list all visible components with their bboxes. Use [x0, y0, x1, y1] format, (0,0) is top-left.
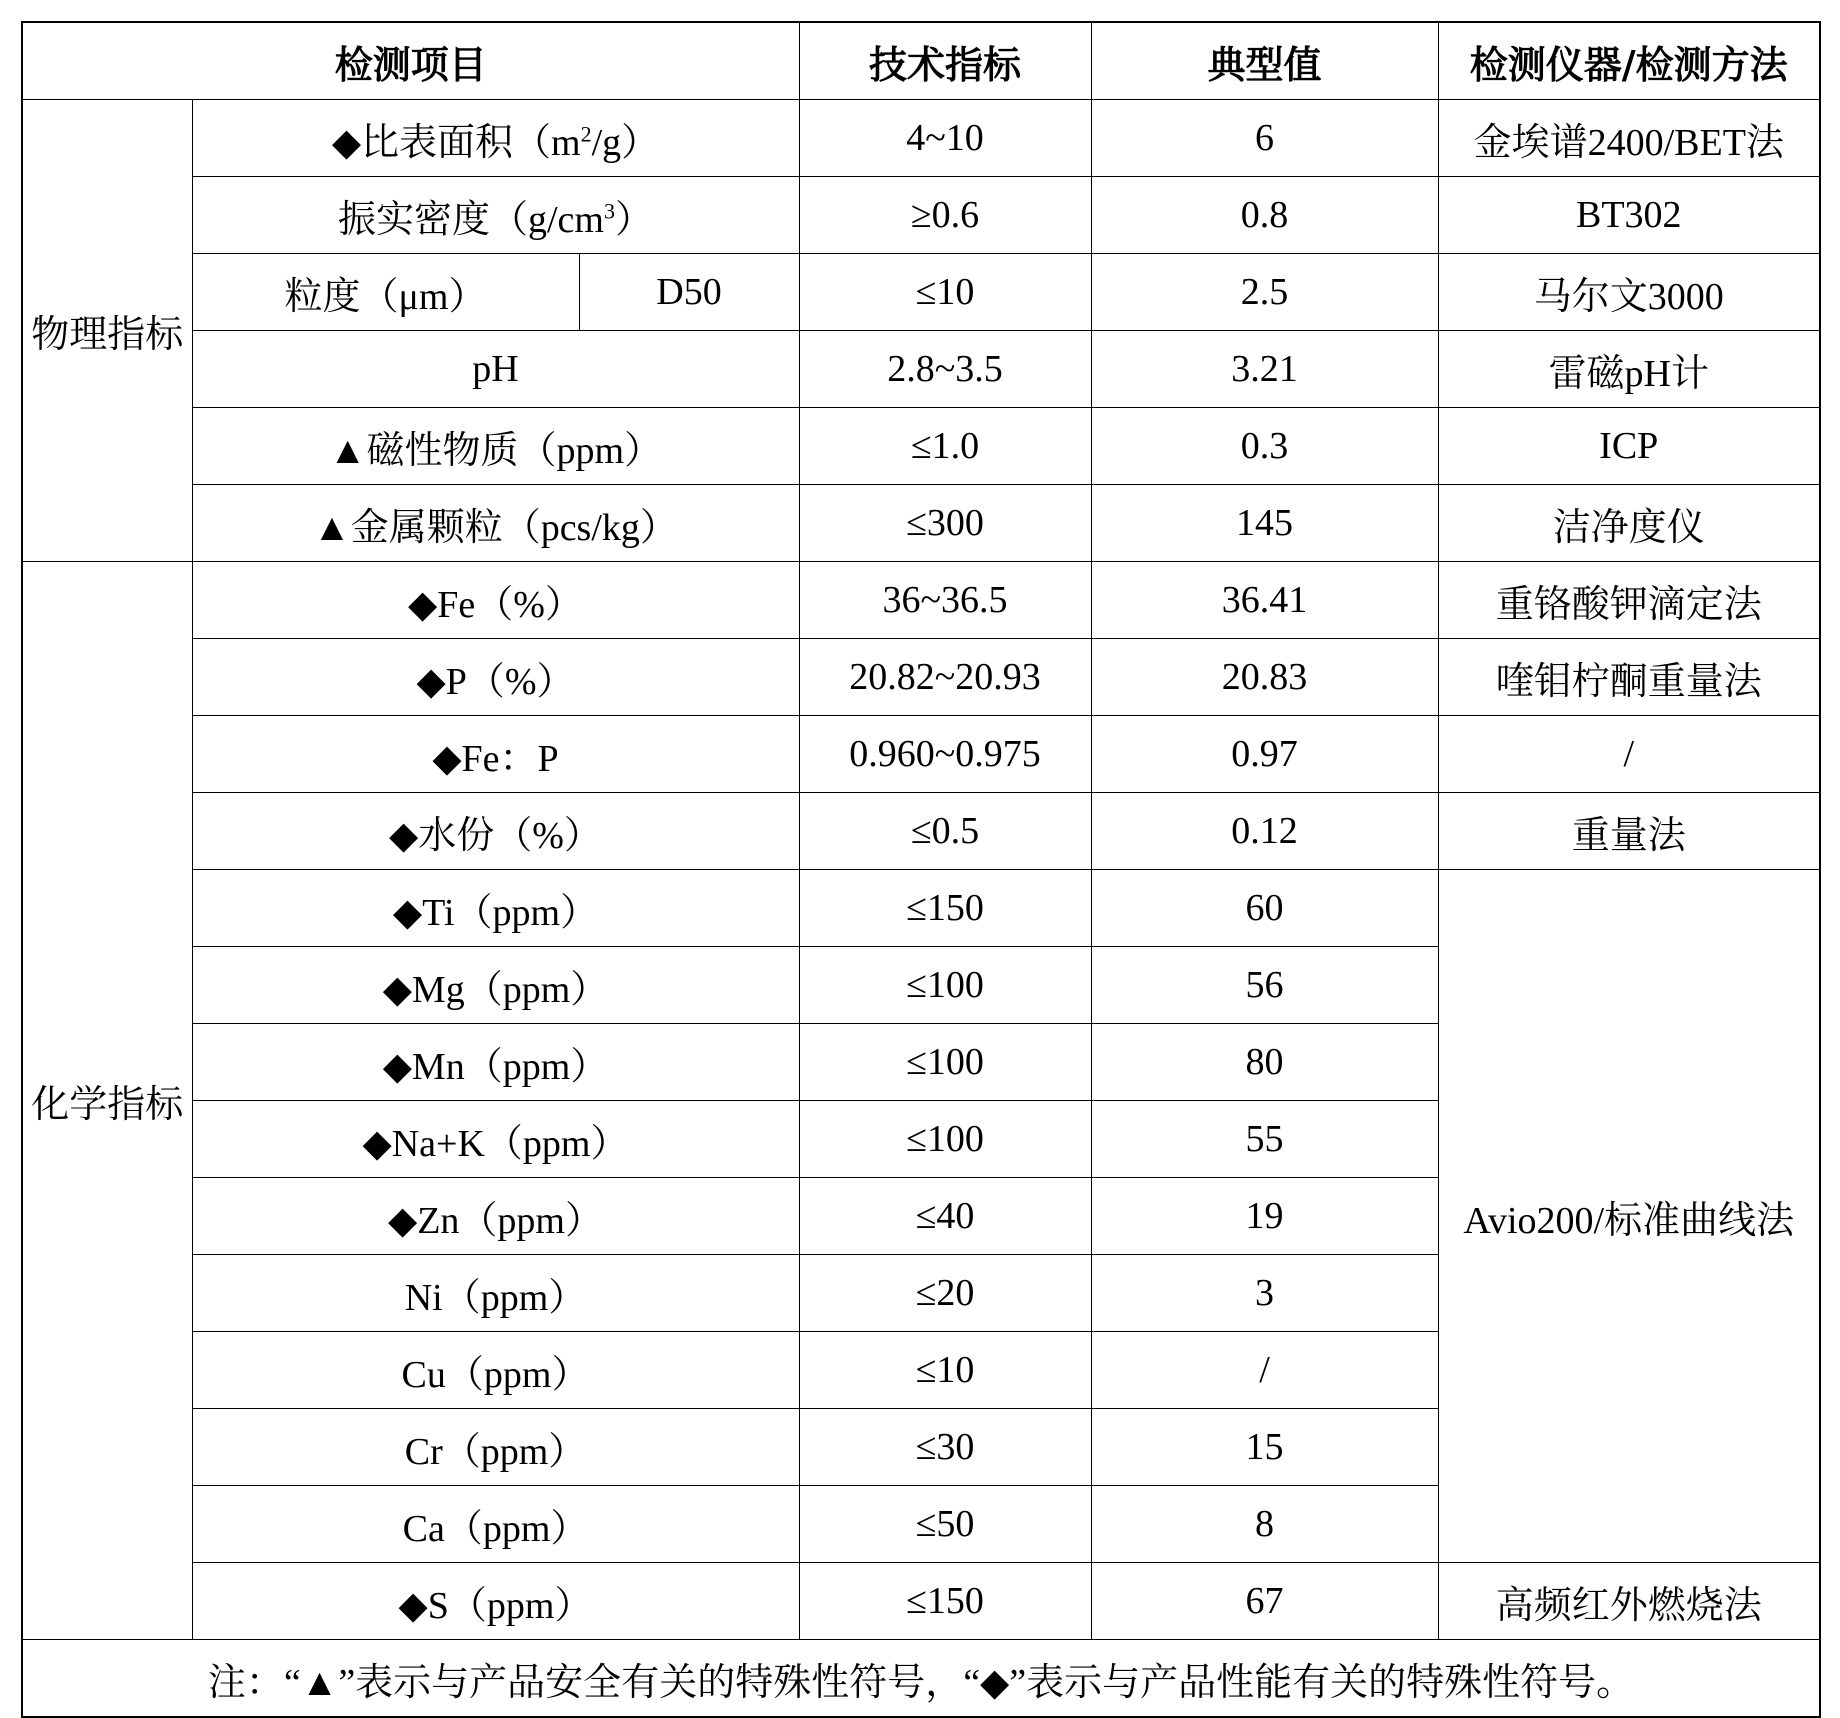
item-zn: ◆Zn（ppm）	[192, 1178, 799, 1255]
table-row	[22, 177, 1820, 254]
spec-cell: 0.960~0.975	[799, 716, 1091, 793]
table-row	[22, 408, 1820, 485]
spec-cell: ≤150	[799, 870, 1091, 947]
spec-cell: ≤10	[799, 1332, 1091, 1409]
table-row	[22, 331, 1820, 408]
typical-cell: 0.8	[1091, 177, 1438, 254]
table-row	[22, 716, 1820, 793]
method-cell: 洁净度仪	[1438, 485, 1820, 562]
item-ph: pH	[192, 331, 799, 408]
typical-cell: 145	[1091, 485, 1438, 562]
method-cell: 马尔文3000	[1438, 254, 1820, 331]
note-row	[22, 1640, 1820, 1718]
spec-cell: ≤10	[799, 254, 1091, 331]
spec-cell: ≤300	[799, 485, 1091, 562]
typical-cell: 3	[1091, 1255, 1438, 1332]
header-row	[22, 22, 1820, 100]
typical-cell: 20.83	[1091, 639, 1438, 716]
item-mn: ◆Mn（ppm）	[192, 1024, 799, 1101]
spec-cell: ≤20	[799, 1255, 1091, 1332]
item-p: ◆P（%）	[192, 639, 799, 716]
spec-cell: ≤40	[799, 1178, 1091, 1255]
item-metal-particles: ▲金属颗粒（pcs/kg）	[192, 485, 799, 562]
table-row	[22, 254, 1820, 331]
typical-cell: 67	[1091, 1563, 1438, 1640]
item-ni: Ni（ppm）	[192, 1255, 799, 1332]
header-method: 检测仪器/检测方法	[1438, 22, 1820, 100]
typical-cell: 80	[1091, 1024, 1438, 1101]
item-ti: ◆Ti（ppm）	[192, 870, 799, 947]
item-cr: Cr（ppm）	[192, 1409, 799, 1486]
method-cell: 重铬酸钾滴定法	[1438, 562, 1820, 639]
table-row	[22, 100, 1820, 177]
item-cu: Cu（ppm）	[192, 1332, 799, 1409]
item-mg: ◆Mg（ppm）	[192, 947, 799, 1024]
method-shared: Avio200/标准曲线法	[1438, 870, 1820, 1563]
method-cell: 高频红外燃烧法	[1438, 1563, 1820, 1640]
item-magnetic: ▲磁性物质（ppm）	[192, 408, 799, 485]
spec-cell: ≤150	[799, 1563, 1091, 1640]
typical-cell: 15	[1091, 1409, 1438, 1486]
item-fe-p-ratio: ◆Fe：P	[192, 716, 799, 793]
header-item: 检测项目	[22, 22, 799, 100]
spec-cell: ≤50	[799, 1486, 1091, 1563]
method-cell: 喹钼柠酮重量法	[1438, 639, 1820, 716]
method-cell: /	[1438, 716, 1820, 793]
item-surface-area: ◆比表面积$(m^2/g)$	[192, 100, 799, 177]
typical-cell: 0.12	[1091, 793, 1438, 870]
table-row	[22, 793, 1820, 870]
typical-cell: 19	[1091, 1178, 1438, 1255]
spec-cell: ≤100	[799, 947, 1091, 1024]
header-spec: 技术指标	[799, 22, 1091, 100]
spec-cell: ≤0.5	[799, 793, 1091, 870]
typical-cell: 8	[1091, 1486, 1438, 1563]
method-cell: 重量法	[1438, 793, 1820, 870]
spec-cell: ≤30	[799, 1409, 1091, 1486]
typical-cell: 3.21	[1091, 331, 1438, 408]
table-row	[22, 870, 1820, 947]
method-cell: BT302	[1438, 177, 1820, 254]
item-s: ◆S（ppm）	[192, 1563, 799, 1640]
spec-cell: ≤1.0	[799, 408, 1091, 485]
spec-cell: ≤100	[799, 1024, 1091, 1101]
typical-cell: 2.5	[1091, 254, 1438, 331]
spec-cell: 4~10	[799, 100, 1091, 177]
typical-cell: /	[1091, 1332, 1438, 1409]
method-cell: 金埃谱2400/BET法	[1438, 100, 1820, 177]
spec-cell: 2.8~3.5	[799, 331, 1091, 408]
header-typical: 典型值	[1091, 22, 1438, 100]
footnote: 注：“▲”表示与产品安全有关的特殊性符号，“◆”表示与产品性能有关的特殊性符号。	[22, 1640, 1820, 1718]
table-row	[22, 485, 1820, 562]
typical-cell: 6	[1091, 100, 1438, 177]
method-cell: ICP	[1438, 408, 1820, 485]
typical-cell: 36.41	[1091, 562, 1438, 639]
table-row	[22, 639, 1820, 716]
item-particle-size-d50: D50	[579, 254, 799, 331]
spec-cell: ≤100	[799, 1101, 1091, 1178]
item-fe: ◆Fe（%）	[192, 562, 799, 639]
spec-cell: 36~36.5	[799, 562, 1091, 639]
group-chemical: 化学指标	[22, 562, 192, 1640]
item-na-k: ◆Na+K（ppm）	[192, 1101, 799, 1178]
typical-cell: 0.3	[1091, 408, 1438, 485]
item-particle-size: 粒度（μm）	[192, 254, 579, 331]
typical-cell: 0.97	[1091, 716, 1438, 793]
item-ca: Ca（ppm）	[192, 1486, 799, 1563]
group-physical: 物理指标	[22, 100, 192, 562]
spec-cell: 20.82~20.93	[799, 639, 1091, 716]
typical-cell: 60	[1091, 870, 1438, 947]
typical-cell: 55	[1091, 1101, 1438, 1178]
item-water: ◆水份（%）	[192, 793, 799, 870]
table-row	[22, 562, 1820, 639]
typical-cell: 56	[1091, 947, 1438, 1024]
spec-cell: ≥0.6	[799, 177, 1091, 254]
table-row	[22, 1563, 1820, 1640]
spec-table	[21, 21, 1821, 1718]
item-tap-density: 振实密度$(g/cm^3)$	[192, 177, 799, 254]
method-cell: 雷磁pH计	[1438, 331, 1820, 408]
